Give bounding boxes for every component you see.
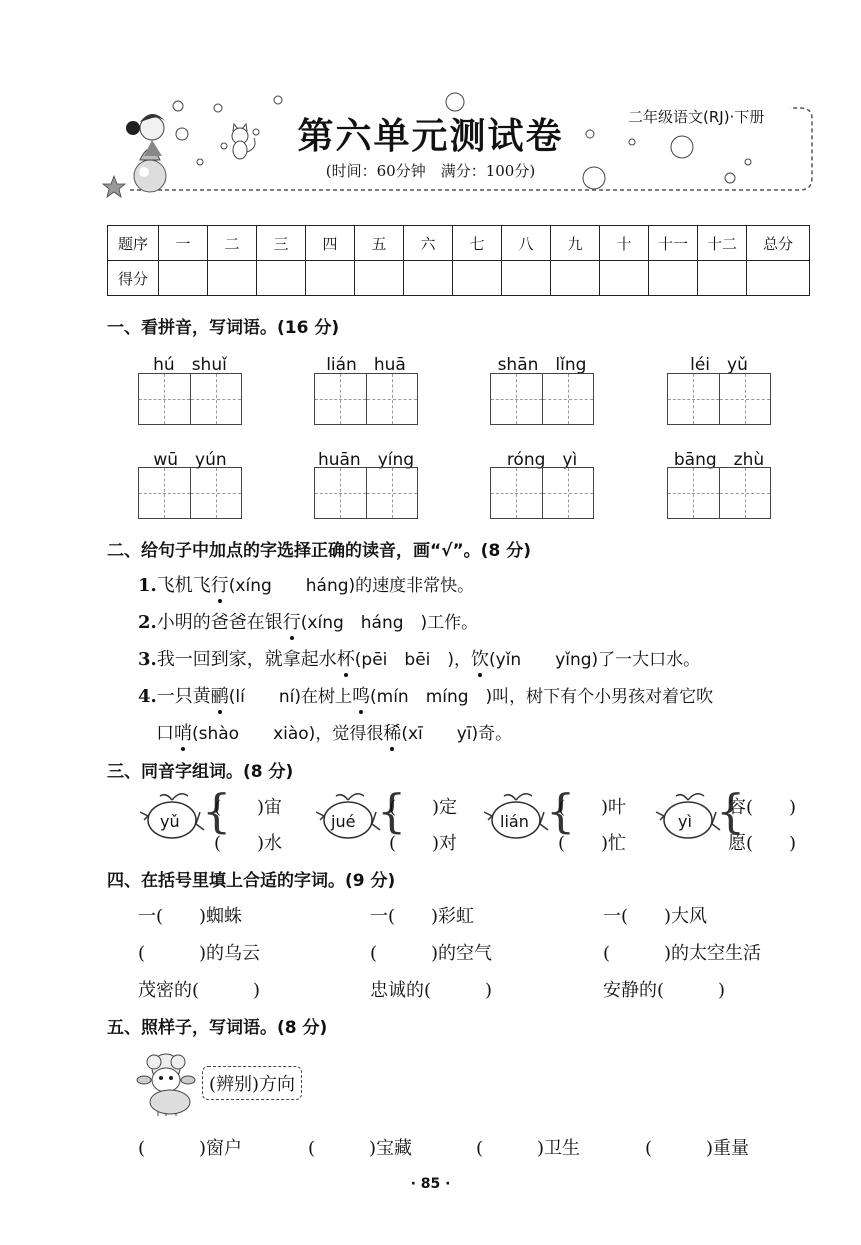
score-cell[interactable] xyxy=(698,261,747,296)
apple-pinyin: lián xyxy=(500,812,529,831)
writing-grid[interactable] xyxy=(490,373,594,425)
sheep-icon xyxy=(136,1050,200,1116)
sentence-3 xyxy=(138,645,700,671)
fill-blank[interactable]: 一( )大风 xyxy=(603,906,708,927)
brace: { xyxy=(377,784,407,838)
score-cell[interactable] xyxy=(257,261,306,296)
brace: { xyxy=(546,784,576,838)
dotted-char: 行 xyxy=(283,608,301,634)
score-cell[interactable] xyxy=(600,261,649,296)
section1-heading: 一、看拼音，写词语。(16 分) xyxy=(107,318,340,338)
pinyin-choice[interactable]: (xíng háng )工作。 xyxy=(300,613,479,633)
pinyin-label: léi yǔ xyxy=(690,355,748,375)
pinyin-choice[interactable]: (shào xiào)，觉得很 xyxy=(192,724,384,744)
pinyin-label: huān yíng xyxy=(317,450,415,470)
score-col: 十 xyxy=(600,226,649,261)
word-blank[interactable]: ( )宝藏 xyxy=(308,1138,413,1159)
word-blank[interactable]: ( )重量 xyxy=(645,1138,750,1159)
writing-grid[interactable] xyxy=(314,373,418,425)
pinyin-label: wū yún xyxy=(153,450,227,470)
pinyin-choice[interactable]: (xī yī)奇。 xyxy=(401,724,513,744)
sentence-4 xyxy=(138,682,713,708)
homophone-blank[interactable]: ( )忙 xyxy=(558,833,627,854)
pinyin-label: shān lǐng xyxy=(497,355,587,375)
section3-heading: 三、同音字组词。(8 分) xyxy=(107,762,294,782)
homophone-blank[interactable]: 愿( ) xyxy=(728,833,797,854)
score-col: 二 xyxy=(208,226,257,261)
word-blank[interactable]: ( )窗户 xyxy=(138,1138,243,1159)
homophone-blank[interactable]: ( )对 xyxy=(389,833,458,854)
apple-pinyin: yǔ xyxy=(160,812,180,831)
writing-grid[interactable] xyxy=(490,467,594,519)
item-number: 4. xyxy=(138,686,157,707)
pinyin-label: bāng zhù xyxy=(673,450,765,470)
apple-pinyin: jué xyxy=(331,812,356,831)
score-cell[interactable] xyxy=(747,261,810,296)
homophone-blank[interactable]: 容( ) xyxy=(728,797,797,818)
dotted-char: 鹂 xyxy=(211,682,229,708)
score-col: 十二 xyxy=(698,226,747,261)
pinyin-choice[interactable]: (mín míng )叫，树下有个小男孩对着它吹 xyxy=(370,687,714,707)
sentence-2 xyxy=(138,608,478,634)
fill-blank[interactable]: ( )的乌云 xyxy=(138,943,261,964)
dotted-char: 行 xyxy=(211,571,229,597)
fill-blank[interactable]: 茂密的( ) xyxy=(138,980,261,1001)
pinyin-choice[interactable]: (lí ní)在树上 xyxy=(228,687,353,707)
writing-grid[interactable] xyxy=(667,373,771,425)
score-col: 七 xyxy=(453,226,502,261)
item-number: 1. xyxy=(138,575,157,596)
fill-blank[interactable]: 一( )蜘蛛 xyxy=(138,906,243,927)
score-col: 一 xyxy=(159,226,208,261)
pinyin-choice[interactable]: (yǐn yǐng)了一大口水。 xyxy=(489,650,701,670)
score-cell[interactable] xyxy=(649,261,698,296)
sentence-1 xyxy=(138,571,474,597)
score-col: 五 xyxy=(355,226,404,261)
writing-grid[interactable] xyxy=(314,467,418,519)
sentence-text: 一只黄 xyxy=(156,686,211,707)
dotted-char: 哨 xyxy=(174,719,192,745)
dotted-char: 稀 xyxy=(383,719,401,745)
score-cell[interactable] xyxy=(502,261,551,296)
item-number: 3. xyxy=(138,649,157,670)
grade-label: 二年级语文(RJ)·下册 xyxy=(628,108,765,126)
page-title: 第六单元测试卷 xyxy=(297,116,564,157)
score-table xyxy=(107,225,810,296)
pinyin-label: róng yì xyxy=(506,450,578,470)
writing-grid[interactable] xyxy=(667,467,771,519)
pinyin-label: hú shuǐ xyxy=(153,355,227,375)
score-col: 三 xyxy=(257,226,306,261)
page-subtitle: (时间：60分钟 满分：100分) xyxy=(325,162,536,180)
homophone-blank[interactable]: ( )宙 xyxy=(214,797,283,818)
dotted-char: 杯 xyxy=(337,645,355,671)
item-number: 2. xyxy=(138,612,157,633)
homophone-blank[interactable]: ( )水 xyxy=(214,833,283,854)
fill-blank[interactable]: 忠诚的( ) xyxy=(370,980,493,1001)
score-col: 六 xyxy=(404,226,453,261)
writing-grid[interactable] xyxy=(138,467,242,519)
fill-blank[interactable]: 一( )彩虹 xyxy=(370,906,475,927)
sentence-text: 小明的爸爸在银 xyxy=(156,612,283,633)
fill-blank[interactable]: 安静的( ) xyxy=(603,980,726,1001)
pinyin-label: lián huā xyxy=(326,355,406,375)
homophone-blank[interactable]: ( )叶 xyxy=(558,797,627,818)
score-table-score-row xyxy=(108,261,810,296)
score-cell[interactable] xyxy=(159,261,208,296)
score-table-row-label: 题序 xyxy=(108,226,159,261)
fill-blank[interactable]: ( )的空气 xyxy=(370,943,493,964)
page-number: · 85 · xyxy=(410,1176,451,1192)
score-col: 八 xyxy=(502,226,551,261)
apple-pinyin: yì xyxy=(678,812,692,831)
sentence-text: 飞机飞 xyxy=(156,575,211,596)
section4-heading: 四、在括号里填上合适的字词。(9 分) xyxy=(107,871,396,891)
score-table-row-label: 得分 xyxy=(108,261,159,296)
sentence-text: 口 xyxy=(156,723,174,744)
word-blank[interactable]: ( )卫生 xyxy=(476,1138,581,1159)
score-col: 四 xyxy=(306,226,355,261)
fill-blank[interactable]: ( )的太空生活 xyxy=(603,943,762,964)
score-col: 十一 xyxy=(649,226,698,261)
writing-grid[interactable] xyxy=(138,373,242,425)
section5-heading: 五、照样子，写词语。(8 分) xyxy=(107,1018,328,1038)
score-table-header-row xyxy=(108,226,810,261)
pinyin-choice[interactable]: (xíng háng)的速度非常快。 xyxy=(228,576,475,596)
example-box: (辨别)方向 xyxy=(202,1066,302,1100)
score-cell[interactable] xyxy=(551,261,600,296)
sentence-4-continued xyxy=(156,719,512,745)
score-cell[interactable] xyxy=(453,261,502,296)
score-col-total: 总分 xyxy=(747,226,810,261)
score-cell[interactable] xyxy=(404,261,453,296)
sentence-text: 我一回到家，就拿起水 xyxy=(156,649,337,670)
dotted-char: 饮 xyxy=(471,645,489,671)
score-cell[interactable] xyxy=(208,261,257,296)
section2-heading: 二、给句子中加点的字选择正确的读音，画“√”。(8 分) xyxy=(107,541,531,561)
dotted-char: 鸣 xyxy=(352,682,370,708)
pinyin-choice[interactable]: (pēi bēi )， xyxy=(354,650,472,670)
brace: { xyxy=(202,784,232,838)
brace: { xyxy=(716,784,746,838)
homophone-blank[interactable]: ( )定 xyxy=(389,797,458,818)
score-cell[interactable] xyxy=(306,261,355,296)
score-cell[interactable] xyxy=(355,261,404,296)
score-col: 九 xyxy=(551,226,600,261)
